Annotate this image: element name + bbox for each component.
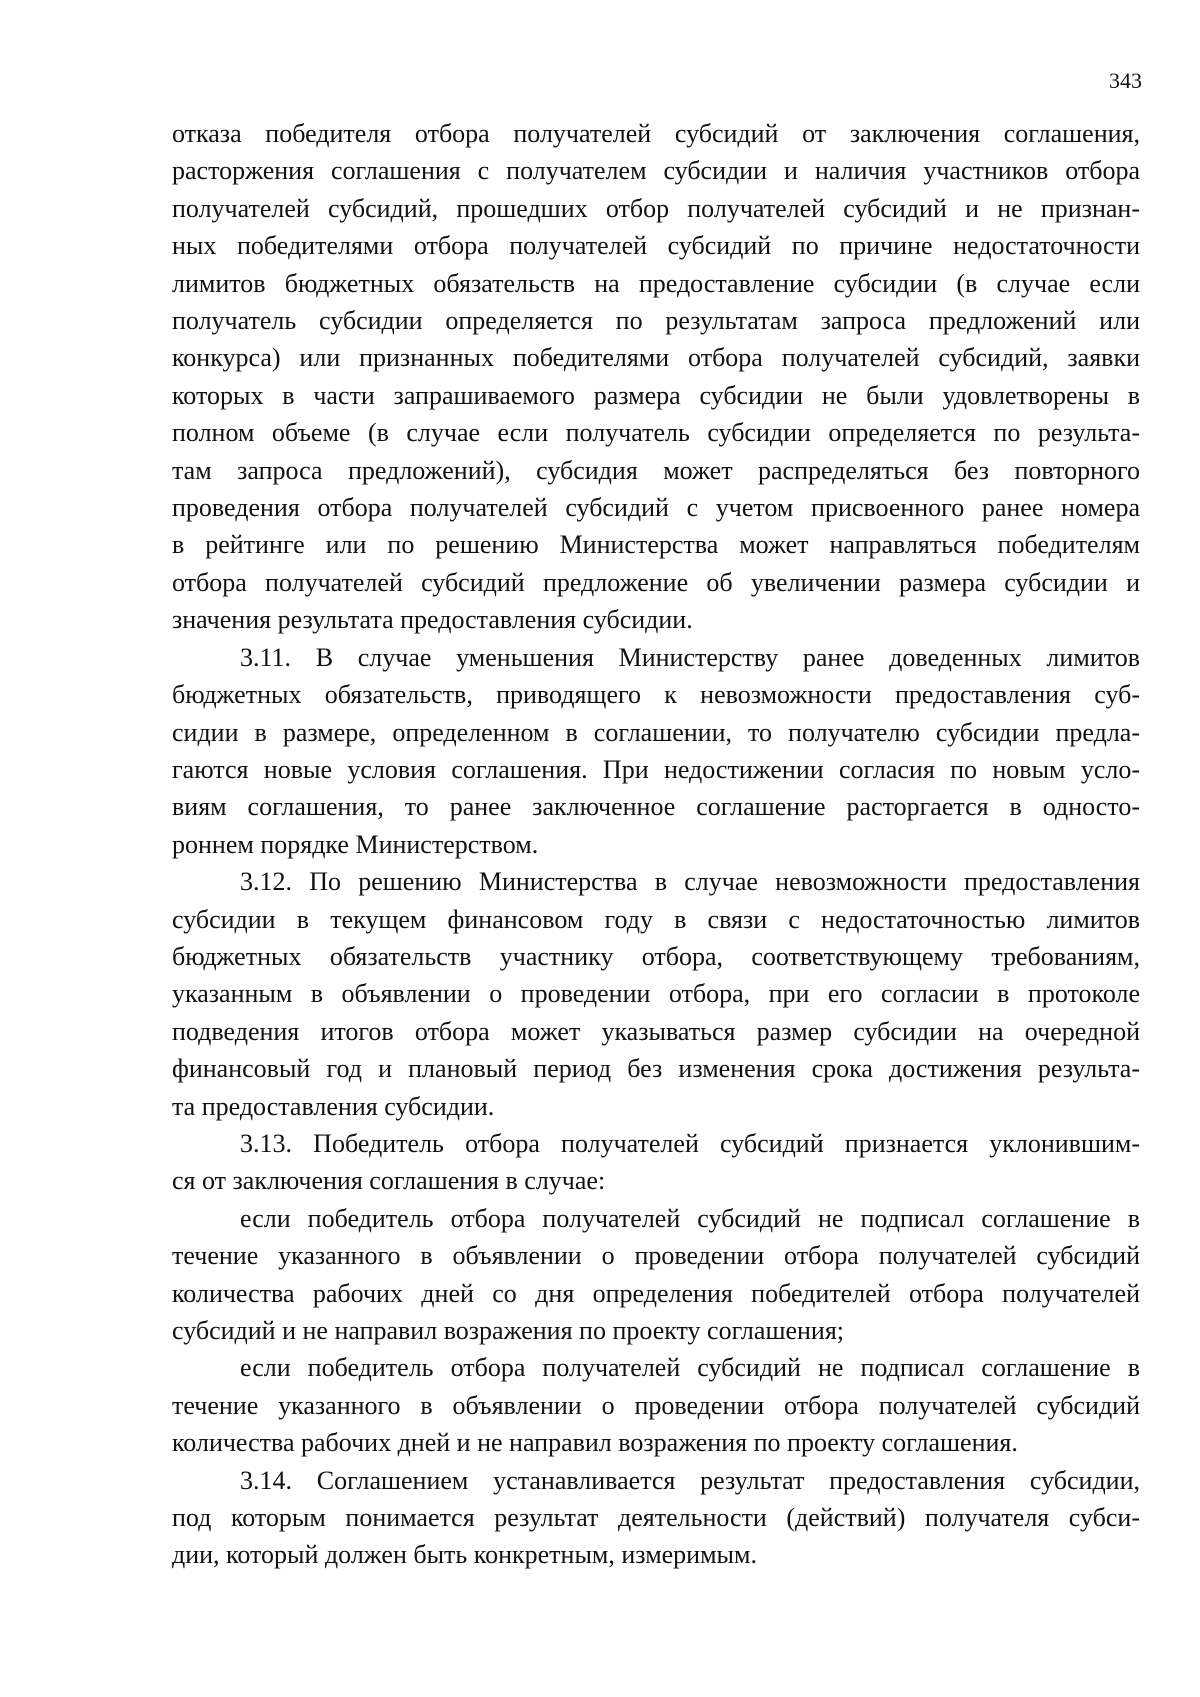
text-line: дии, который должен быть конкретным, измеримым. [172, 1540, 757, 1570]
text-line: в рейтинге или по решению Министерства может направляться победителям [172, 530, 1140, 560]
text-line: бюджетных обязательств участнику отбора, соответствующему требованиям, [172, 941, 1140, 971]
text-line: субсидий и не направил возражения по проекту соглашения; [172, 1316, 845, 1345]
paragraph [172, 863, 1140, 1125]
document-body [172, 115, 1140, 1574]
page-number: 343 [1109, 68, 1142, 93]
text-line: ся от заключения соглашения в случае: [172, 1166, 606, 1196]
text-line: проведения отбора получателей субсидий с учетом присвоенного ранее номера [172, 493, 1140, 523]
text-line: количества рабочих дней со дня определения победителей отбора получателей [172, 1278, 1140, 1308]
text-line: течение указанного в объявлении о проведении отбора получателей субсидий [172, 1241, 1140, 1271]
text-line: бюджетных обязательств, приводящего к невозможности предоставления суб- [172, 680, 1140, 710]
text-line: субсидии в текущем финансовом году в связи с недостаточностью лимитов [172, 904, 1140, 934]
paragraph [172, 1349, 1140, 1461]
text-line: конкурса) или признанных победителями отбора получателей субсидий, заявки [172, 343, 1140, 373]
text-line: отказа победителя отбора получателей субсидий от заключения соглашения, [172, 119, 1140, 148]
text-line: роннем порядке Министерством. [172, 829, 539, 859]
text-line: 3.12. По решению Министерства в случае невозможности предоставления [240, 867, 1140, 897]
text-line: 3.14. Соглашением устанавливается результат предоставления субсидии, [240, 1465, 1140, 1495]
text-line: подведения итогов отбора может указываться размер субсидии на очередной [172, 1016, 1140, 1046]
text-line: сидии в размере, определенном в соглашении, то получателю субсидии предла- [172, 717, 1140, 747]
text-line: 3.13. Победитель отбора получателей субсидий признается уклонившим- [240, 1128, 1140, 1158]
text-line: лимитов бюджетных обязательств на предоставление субсидии (в случае если [172, 268, 1140, 298]
paragraph [172, 1200, 1140, 1350]
text-line: полном объеме (в случае если получатель субсидии определяется по результа- [172, 418, 1140, 448]
paragraph [172, 639, 1140, 863]
text-line: указанным в объявлении о проведении отбора, при его согласии в протоколе [172, 979, 1140, 1009]
text-line: гаются новые условия соглашения. При недостижении согласия по новым усло- [172, 754, 1140, 784]
text-line: 3.11. В случае уменьшения Министерству ранее доведенных лимитов [240, 642, 1140, 672]
text-line: виям соглашения, то ранее заключенное соглашение расторгается в односто- [172, 792, 1140, 822]
text-line: получателей субсидий, прошедших отбор получателей субсидий и не признан- [172, 193, 1140, 223]
text-line: количества рабочих дней и не направил возражения по проекту соглашения. [172, 1428, 1018, 1458]
text-line: если победитель отбора получателей субсидий не подписал соглашение в [240, 1203, 1140, 1233]
paragraph [172, 1125, 1140, 1200]
text-line: значения результата предоставления субсидии. [172, 605, 693, 635]
paragraph [172, 1462, 1140, 1574]
paragraph [172, 115, 1140, 639]
text-line: расторжения соглашения с получателем субсидии и наличия участников отбора [172, 156, 1140, 186]
text-line: под которым понимается результат деятельности (действий) получателя субси- [172, 1503, 1140, 1533]
text-line: если победитель отбора получателей субсидий не подписал соглашение в [240, 1353, 1140, 1383]
text-line: ных победителями отбора получателей субсидий по причине недостаточности [172, 231, 1140, 261]
text-line: получатель субсидии определяется по результатам запроса предложений или [172, 306, 1140, 336]
text-line: течение указанного в объявлении о проведении отбора получателей субсидий [172, 1390, 1140, 1420]
text-line: та предоставления субсидии. [172, 1091, 495, 1121]
text-line: финансовый год и плановый период без изменения срока достижения результа- [172, 1054, 1140, 1084]
text-line: которых в части запрашиваемого размера субсидии не были удовлетворены в [172, 380, 1140, 410]
text-line: отбора получателей субсидий предложение об увеличении размера субсидии и [172, 567, 1140, 597]
text-line: там запроса предложений), субсидия может распределяться без повторного [172, 455, 1140, 485]
